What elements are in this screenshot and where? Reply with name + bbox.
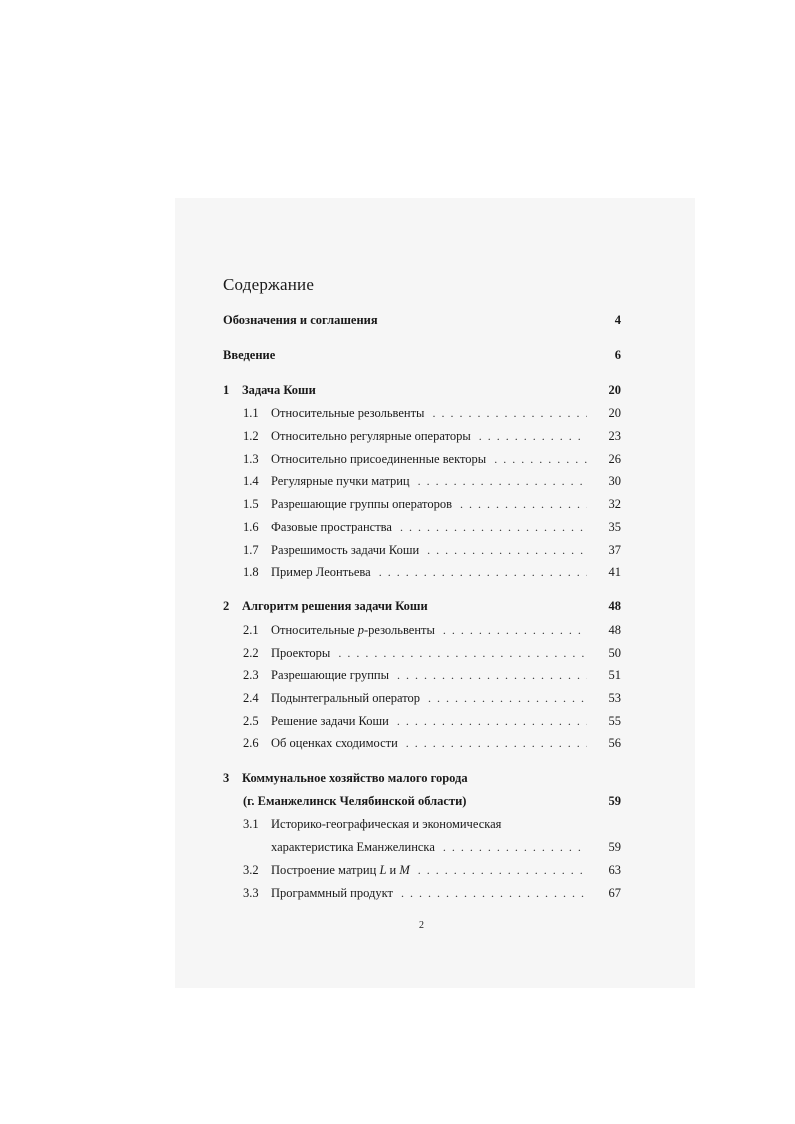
leader-dots [406,736,587,751]
leader-dots [379,565,587,580]
section-number: 3.1 [243,817,259,831]
leader-dots [401,886,587,901]
leader-dots [418,474,587,489]
entry-title: Обозначения и соглашения [223,313,378,327]
title-part: -резольвенты [363,623,435,637]
section-number: 1.2 [243,429,259,443]
chapter-page: 20 [608,383,621,397]
section-number: 2.4 [243,691,259,705]
section-title-continued: характеристика Еманжелинска [271,840,435,854]
section-page: 59 [608,840,621,854]
leader-dots [479,429,587,444]
toc-section[interactable] [243,886,621,906]
toc-section[interactable] [243,714,621,734]
math-variable: p [357,623,364,637]
section-number: 1.6 [243,520,259,534]
title-part: и [386,863,400,877]
section-title [271,863,410,878]
section-number: 1.8 [243,565,259,579]
section-page: 26 [608,452,621,466]
leader-dots [443,840,587,855]
toc-section[interactable] [243,623,621,643]
toc-section[interactable] [243,406,621,426]
section-title: Относительные резольвенты [271,406,425,420]
entry-title: Введение [223,348,276,362]
toc-section[interactable] [243,520,621,540]
section-page: 55 [608,714,621,728]
section-page: 63 [608,863,621,877]
chapter-number: 2 [223,599,230,613]
section-number: 1.4 [243,474,259,488]
chapter-title: Задача Коши [242,383,316,397]
toc-entry-notation[interactable] [223,313,621,333]
section-number: 1.3 [243,452,259,466]
leader-dots [400,520,587,535]
section-title: Подынтегральный оператор [271,691,421,705]
section-number: 1.7 [243,543,259,557]
section-title: Историко-географическая и экономическая [271,817,502,831]
toc-section[interactable] [243,691,621,711]
toc-section-continued[interactable] [271,840,621,860]
section-page: 41 [608,565,621,579]
section-title: Разрешимость задачи Коши [271,543,420,557]
toc-section[interactable] [243,543,621,563]
section-title: Проекторы [271,646,331,660]
leader-dots [460,497,587,512]
toc-chapter-3-continued[interactable] [243,794,621,814]
leader-dots [494,452,587,467]
title-part: Относительные [271,623,358,637]
toc-section[interactable] [243,452,621,472]
chapter-page: 48 [608,599,621,613]
chapter-title: Алгоритм решения задачи Коши [242,599,428,613]
section-number: 1.1 [243,406,259,420]
section-title: Разрешающие группы операторов [271,497,453,511]
toc-section[interactable] [243,736,621,756]
toc-section[interactable] [243,817,621,837]
section-title: Фазовые пространства [271,520,392,534]
leader-dots [432,406,587,421]
chapter-number: 3 [223,771,230,785]
section-page: 35 [608,520,621,534]
toc-section[interactable] [243,668,621,688]
page-number: 2 [419,920,424,931]
section-page: 56 [608,736,621,750]
toc-section[interactable] [243,497,621,517]
math-variable: L [379,863,387,877]
toc-section[interactable] [243,565,621,585]
math-variable: M [399,863,410,877]
section-number: 2.2 [243,646,259,660]
toc-chapter-1[interactable] [223,383,621,403]
chapter-title-continued: (г. Еманжелинск Челябинской области) [243,794,467,808]
leader-dots [428,691,587,706]
section-page: 30 [608,474,621,488]
chapter-number: 1 [223,383,230,397]
section-title: Об оценках сходимости [271,736,398,750]
section-page: 20 [608,406,621,420]
section-title: Относительно регулярные операторы [271,429,471,443]
section-page: 53 [608,691,621,705]
section-number: 1.5 [243,497,259,511]
section-number: 2.1 [243,623,259,637]
section-number: 3.3 [243,886,259,900]
leader-dots [397,714,587,729]
section-title: Относительно присоединенные векторы [271,452,487,466]
entry-page: 4 [614,313,621,327]
section-number: 3.2 [243,863,259,877]
title-part: Построение матриц [271,863,380,877]
section-number: 2.3 [243,668,259,682]
section-page: 23 [608,429,621,443]
leader-dots [397,668,587,683]
toc-chapter-3[interactable] [223,771,621,791]
chapter-title: Коммунальное хозяйство малого города [242,771,468,785]
section-title [271,623,435,638]
section-page: 51 [608,668,621,682]
section-title: Решение задачи Коши [271,714,389,728]
section-page: 67 [608,886,621,900]
leader-dots [338,646,587,661]
entry-page: 6 [614,348,621,362]
toc-section[interactable] [243,646,621,666]
leader-dots [427,543,587,558]
chapter-page: 59 [608,794,621,808]
leader-dots [443,623,587,638]
section-page: 48 [608,623,621,637]
toc-section[interactable] [243,863,621,883]
section-number: 2.6 [243,736,259,750]
section-title: Регулярные пучки матриц [271,474,410,488]
toc-chapter-2[interactable] [223,599,621,619]
section-page: 32 [608,497,621,511]
section-number: 2.5 [243,714,259,728]
section-page: 50 [608,646,621,660]
leader-dots [418,863,587,878]
toc-section[interactable] [243,474,621,494]
section-title: Разрешающие группы [271,668,389,682]
section-title: Пример Леонтьева [271,565,371,579]
toc-heading: Содержание [223,275,315,294]
section-title: Программный продукт [271,886,393,900]
section-page: 37 [608,543,621,557]
toc-section[interactable] [243,429,621,449]
toc-entry-introduction[interactable] [223,348,621,368]
